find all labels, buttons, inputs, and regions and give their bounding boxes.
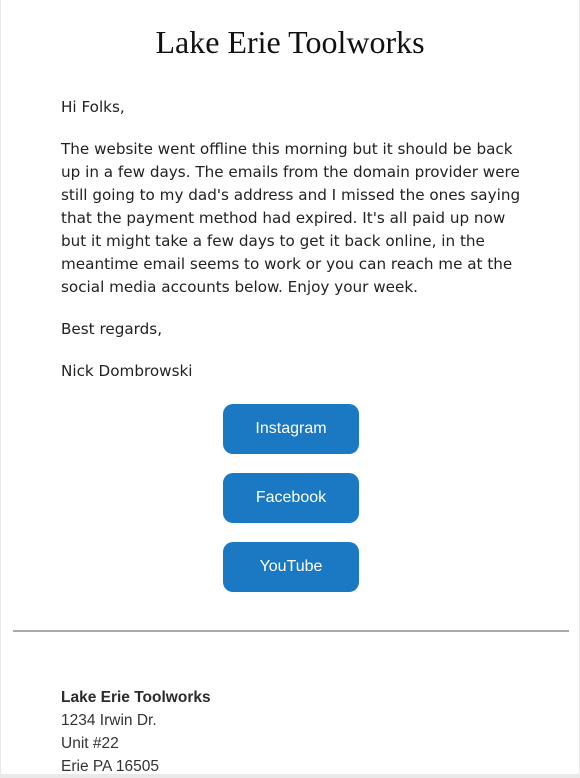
closing-text: Best regards, <box>61 320 163 338</box>
footer-city-state-zip: Erie PA 16505 <box>61 758 159 775</box>
signature-text: Nick Dombrowski <box>61 362 193 380</box>
youtube-button[interactable]: YouTube <box>223 542 359 592</box>
greeting-text: Hi Folks, <box>61 98 125 116</box>
footer-address <box>61 686 211 778</box>
facebook-button[interactable]: Facebook <box>223 473 359 523</box>
footer-address-line2: Unit #22 <box>61 735 119 752</box>
social-buttons <box>223 404 359 611</box>
message-paragraph: The website went offline this morning but it should be back up in a few days. The emails from the domain provider were still going to my dad's address and I missed the ones saying that the payment method had expired. It's all paid up now but it might take a few days to get it back online, in the meantime email seems to work or you can reach me at the social media accounts below. Enjoy your week. <box>61 140 521 296</box>
footer-divider <box>13 630 569 632</box>
instagram-button[interactable]: Instagram <box>223 404 359 454</box>
footer-company-name: Lake Erie Toolworks <box>61 689 211 706</box>
email-page <box>1 0 579 774</box>
footer-address-line1: 1234 Irwin Dr. <box>61 712 157 729</box>
brand-title: Lake Erie Toolworks <box>155 24 425 60</box>
message-body <box>61 96 531 402</box>
